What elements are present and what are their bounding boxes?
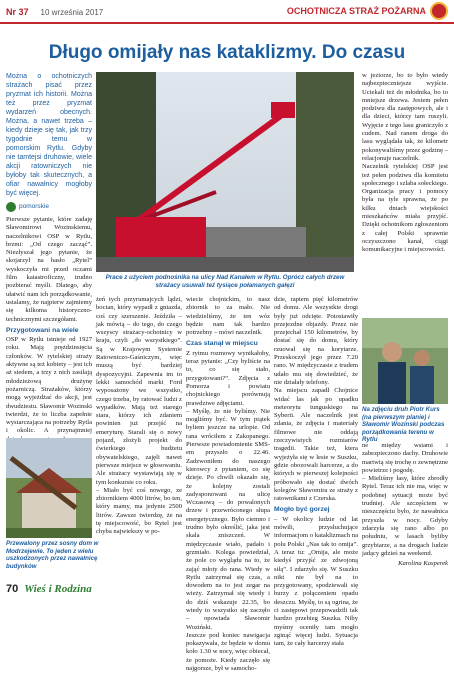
paragraph: ne między wsiami i zabezpieczono dachy. Druhowie martwią się trochę o zewnętrzne powietrze i pogodę. <box>362 442 448 474</box>
main-photo-caption: Prace z użyciem podnośnika na ulicy Nad Kanałem w Rytlu. Oprócz całych drzew strażacy usuwali też tysiące połamanych gałęzi <box>105 274 345 289</box>
paragraph: dzie, raptem pięć kilometrów od domu. Ale wszystkie drogi były już odcięte. Potostawiły przejezdne objazdy. Przez nie przejechał 150 kilometrów, by dostać się do domu, który rzuował się na korytarze. Przeskoczył jego przez 7.20 rano. W międzyczasie z trudem udało mu się dowiedzieć, że nie działały telefony. <box>274 296 358 386</box>
column-5 <box>362 72 448 255</box>
paragraph: Naczelnik rytelskiej OSP jest też pełen podziwu dla komitetu społecznego i szlaba sołeckiego. Organizacja pracy i pomocy była na tyle sprawna, że po kilku dniach wiejskości mieszkańców miała przyjść. Dzięki ochotnikom zgłoszeniom z całej Polski sprawnie oczyszczono kanał, ciągi komunikacyjne i miejscowości. <box>362 163 448 254</box>
paragraph: – Myślę, że nie byliśmy. Nie mogliśmy być. W tym piątek byliem jeszcze na urlopie. Od rana wróciłem z Zakopanego. Pierwsze powiadomienie SMS-em przyszło o 22.46. Zadzwoniłem do naszego kierowcy z pytaniem, co się dzieje. Po chwili okazało się, że kolejny zostali zadysponowani na ulicę Wczasową – do powalonych drzew i przewróconego słupa energetycznego. Było ciemno i trudno było określić, jaka jest skala zniszczeń. W międzyczasie wiało, padało i grzmiało. Kolega powiedział, że pole co wyglądu na to, że zająć młoty do rana. Wtedy w Rytlu zatrzymał się czas, a dowodem na to jest zegar na wieży. Zatrzymał się wtedy i do dziś wskazuje 22.35, bo wtedy to wszystko się zaczęło – opowiada Sławomir Woziński. <box>186 407 270 631</box>
paragraph: Pierwsze pytanie, które zadaję Sławomirowi Wozinskiemu, naczelnikowi OSP w Rytlu, brzmi: „Od czego zacząć”. Niezłyszał jego pytanie, że skojarzył na hasło „Rytel” wyskoczyła mi przed oczami film katastroficzny, trudno pozbierać myśli. Dlatego, aby ułatwić nam ich porządkowanie, ustalamy, że najpierw zajmiemy się kilkoma historyczno-technicznymi szczegółami. <box>6 216 92 323</box>
house-photo-caption: Przewalony przez sosny dom w Modrzejewie. To jeden z wielu uszkodzonych przez nawałnicę budynków <box>6 540 99 570</box>
page-footer <box>0 578 454 600</box>
paragraph: Z rytmu rozmowy wynikałoby, teraz pytanie: „Czy byliście na to, co się stało, przygotowani?”. Zdjęcia z Pomorza i powiatu chojnickiego porównują prawdziwe zdjęciami. <box>186 349 270 407</box>
fire-brigade-emblem-icon <box>430 2 448 20</box>
column-5-continued <box>362 442 448 568</box>
subheading: Mogło być gorzej <box>274 506 330 514</box>
subheading: Czas stanął w miejscu <box>186 340 258 348</box>
page-number: 70 <box>6 583 19 595</box>
column-1 <box>6 72 92 469</box>
page-header <box>0 0 454 22</box>
author-region: pomorskie <box>19 202 49 210</box>
issue-number: Nr 37 <box>6 7 29 17</box>
author-tag <box>6 202 92 212</box>
house-photo <box>6 438 92 538</box>
paragraph: – W okolicy ludzie od lat mówili, przysłuchujące informacjom o kataklizmach na polu Polski „Nas tak to omija”. A teraz tu: „Omija, ale może kiedyś przyjść ze zdwojoną siłą”. I zdarzyło się. W Suszku nikt nie był na to przygotowany, spodziewali się burzy z połączeniem opadu deszczu. Myślę, to są ogrina, że ci zastępowi przepowadzili tak bardzo przebieg Suszka. Niby myśmy oceniły tam mogło zginąć więcej ludzi. Sytuacja tam, że cały harcerzy stała <box>274 515 358 648</box>
author-avatar <box>6 202 16 212</box>
column-3 <box>186 296 270 673</box>
article-lead: Można o ochotniczych strażach pisać przez pryzmat ich historii. Można też przez pryzmat wydarzeń obecnych. Można, a nawet trzeba – kiedy dzieje się tak, jak trzy tygodnie temu w pomorskim Rytlu. Gdyby nie tamtejsi druhowie, wiele akcji ratowniczych nie byłoby tak skutecznych, a ofiar nawałnicy mogłoby być więcej. <box>6 73 92 197</box>
author-signature: Karolina Kasperek <box>398 560 448 568</box>
section-label <box>287 2 448 20</box>
paragraph: wiecie chojnickim, to nasz zbiornik to za mało. Nie wiedzieliśmy, że ten wóz będzie nam tak bardzo potrzebny – mówi naczelnik. <box>186 296 270 337</box>
paragraph: – Mieliśmy łasy, które zbrodły Rytel. Teraz ich nie ma, więc w podobnej sytuacji może być trudniej. Ale szczęściem w nieszczęściu było, że nawałnica przyszła w nocy. Gdyby zdarzyła się rano albo po południu, w lasach byliby grzybiarze, a na drogach ludzie jadący gdzieś na weekend. <box>362 475 448 557</box>
firefighters-portrait-photo <box>362 318 448 404</box>
portrait-caption: Na zdjęciu druh Piotr Kurs (na pierwszym planie) i Sławomir Wozinski podczas porządkowania terenu w Rytlu <box>362 406 445 444</box>
issue-date: 10 września 2017 <box>40 8 104 17</box>
paragraph: – Miało być coś nowego, ze zbiornikiem 4000 litrów, bo ten, który mamy, ma jedynie 2500 litrów. Zawsze twierdzę, że na tę miejscowość, bo Rytel jest chyba najwiekszy w po- <box>96 486 182 536</box>
main-photo <box>96 72 354 272</box>
paragraph: Na miejscu zapadł Chojnice widać las jak po upadku meteorytu tunguskiego na Syberii. Ale naczelnik jest zdania, że zdjęcia i materiały filmowe nie oddają rzeczywistych rozmiarów tragedii. Takie też, ktera wyjeżyła się w lesie w Suszku, gdzie obozowali harcerze, a do których w pierwszej kolejności próbowało się dostać dwóch kolegów Sławomira ze straży z ratownikami z Czerska. <box>274 387 358 503</box>
portrait-photo <box>362 318 448 404</box>
column-2 <box>96 296 182 537</box>
issue-info <box>6 2 103 20</box>
paragraph: OSP w Rytlu istnieje od 1927 roku. Mają prężdzinsięcia członków. W rytelskiej straży aktywne są też kobiety – jest ich aż siedem, a trzy z nich zasilają młodzieżową drużynę pożarniczą. Strażaków, którzy mogą wyjeżdżać do akcji, jest dwudziestu. Sławomir Wozinski twierdzi, że to liczba zapełnie wystarczająca na potrzeby Rytla i okolic. A przynajmniej <box>6 336 92 435</box>
subheading: Przygotowani na wiele <box>6 326 79 334</box>
paragraph: w jeziorze, bo to było wtedy najbezpieczniejsze wyjście. Uciekali też do młodnika, bo to mniejsze drzewa. Jestem pełen podziwu dla zastępowych, ale i dla dzieci, którzy tam ruszyli. Wyjęcie z tego lasu graniczyło z cudem. Nad ranem droga do lasu wyglądała tak, że kilometr pokonywaliśmy przez godzinę – relacjonuje naczelnik. <box>362 72 448 162</box>
section-title: OCHOTNICZA STRAŻ POŻARNA <box>286 6 426 16</box>
firefighters-crane-photo <box>96 72 354 272</box>
article-headline: Długo omijały nas kataklizmy. Do czasu <box>48 42 406 63</box>
paragraph: Jeszcze pod koniec nawigacja pokazywała, że będzie w domu koło 1.30 w nocy, więc obiecał, że pomoże. Kiedy zaczęło się najgorsze, był w samocho- <box>186 631 270 673</box>
paragraph: żeń tych przyrumajcych lądzi, bocian, który wypadł z gniazda, coś czy szerszenie. Jeździła – jak mówią – do tego, do czego wszyscy strażacy-ochotnicy w kraju, czyli „do wszystkiego”. Są w Krajowym Systemie Ratowniczo-Gaśniczym, więc muszą być bardziej dyspozycyjni. Zapewnia im to lekki samochód marki Ford wyposażony we wszystko, czego trzeba, by ratować ludzi z wypadków. Mają też starego stara, którzy ich zdaniem powinien już przejść na emeryturę. Starali się o nowy pojazd, złożyli projekt do ćwierkiego budżetu obywatelskiego, zajęli nawet pierwsze miejsce w głosowaniu. Ale strażacy wystawiają się w tym konkursie co roku. <box>96 296 182 486</box>
magazine-name: Wieś i Rodzina <box>24 583 92 595</box>
header-divider <box>0 22 454 24</box>
damaged-house-photo <box>6 438 92 538</box>
